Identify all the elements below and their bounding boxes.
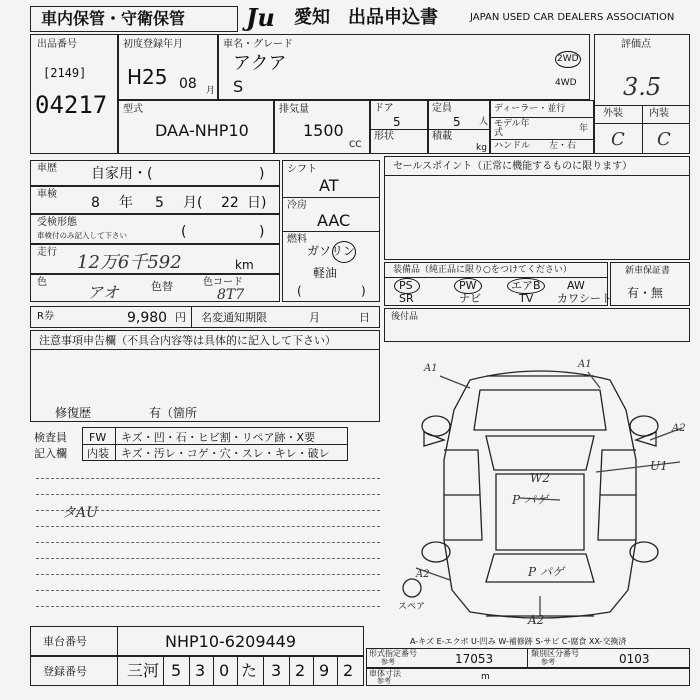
mileage-value: 12万6千592 [77, 252, 182, 273]
inspector-label-2: 記入欄 [34, 447, 67, 460]
wheel-front-right [630, 416, 658, 436]
color-code-label: 色コード [203, 277, 243, 288]
inspection-day: 22 [221, 195, 239, 211]
mark-rear-bumper: A2 [528, 613, 545, 627]
equip-sr: SR [399, 292, 414, 305]
length-label: 車体寸法 [369, 669, 401, 678]
inspector-row2-head: 内装 [87, 447, 109, 460]
inspection-month: 5 [155, 195, 164, 211]
plate-digit-6: 9 [319, 661, 330, 680]
color-value: アオ [87, 283, 119, 302]
inspector-handwritten-note: タAU [62, 505, 98, 521]
class-label: 類別区分番号 [531, 649, 579, 658]
registration-year: H25 [127, 65, 168, 89]
lot-number: 04217 [35, 91, 108, 119]
mileage-unit: km [235, 258, 254, 272]
class-value: 0103 [619, 652, 650, 666]
recycle-label: R券 [37, 311, 54, 322]
lot-label: 出品番号 [37, 39, 77, 50]
warranty-label: 新車保証書 [625, 266, 671, 276]
shift-label: シフト [287, 164, 317, 175]
registration-label: 初度登録年月 [123, 39, 183, 50]
mark-front-right: A1 [578, 359, 592, 370]
handle-label: ハンドル [494, 141, 531, 151]
notes-label: 注意事項申告欄（不具合内容等は具体的に記入して下さい） [39, 334, 336, 347]
model-year-label: モデル年式 [494, 119, 530, 139]
wheel-front-left [422, 416, 450, 436]
chassis-value: NHP10-6209449 [165, 632, 297, 651]
color-change-label: 色替 [151, 280, 173, 293]
history-label: 車歴 [37, 163, 57, 174]
size-row [366, 668, 690, 686]
roof-panel [496, 471, 584, 550]
association-name: JAPAN USED CAR DEALERS ASSOCIATION [470, 12, 675, 23]
exterior-value: C [611, 129, 625, 150]
type-sub: 参考 [381, 658, 395, 666]
plate-digit-5: 2 [295, 661, 306, 680]
warranty-value: 有・無 [627, 286, 664, 300]
mark-front-left: A1 [424, 363, 438, 374]
type-label: 形式指定番号 [369, 649, 417, 658]
chassis-label: 車台番号 [43, 635, 87, 648]
import-label: ディーラー・並行 [494, 104, 566, 114]
capacity-value: 5 [453, 115, 461, 129]
receipt-label: 受検形態 [37, 217, 77, 228]
plate-region: 三河 [127, 661, 160, 680]
shift-value: AT [319, 176, 339, 195]
car-grade: S [233, 77, 244, 96]
model-year-unit: 年 [579, 124, 589, 134]
fuel-gasoline: ガソリン [307, 244, 356, 258]
inspector-row1-items: キズ・凹・石・ヒビ割・リペア跡・X要 [121, 431, 316, 444]
weight-label: 積載 [432, 131, 452, 142]
plate-label: 登録番号 [43, 665, 87, 678]
history-value: 自家用・( [91, 166, 153, 182]
receipt-close: ) [259, 224, 265, 240]
plate-digit-3: 0 [219, 661, 230, 680]
damage-legend: A-キズ E-エクボ U-凹み W-補修跡 S-サビ C-腐食 XX-交換済 [410, 637, 627, 646]
hood-panel [474, 390, 606, 430]
doors-value: 5 [393, 115, 401, 129]
mark-rear-left: A2 [416, 569, 430, 580]
fuel-label: 燃料 [287, 234, 307, 245]
form-title: 出品申込書 [348, 7, 438, 28]
drive-4wd: 4WD [555, 78, 577, 88]
repair-suffix: 箇所 [173, 406, 198, 420]
equip-aw: AW [567, 279, 585, 292]
ju-logo: Ju [246, 3, 275, 32]
history-close: ) [259, 166, 265, 182]
mark-right-mirror: A2 [672, 423, 686, 434]
mark-rear-glass: P パゲ [528, 565, 564, 579]
equip-airbag: エアB [511, 279, 541, 292]
receipt-open: ( [181, 224, 187, 240]
plate-digit-7: 2 [343, 661, 354, 680]
equip-pw: PW [459, 279, 477, 292]
equipment-label: 装備品（純正品に限り○をつけてください） [393, 265, 572, 275]
repair-value: 有（ [149, 406, 174, 420]
displacement-value: 1500 [303, 121, 344, 140]
name-change-month: 月 [309, 311, 320, 324]
mileage-label: 走行 [37, 247, 57, 258]
mark-right-side: U1 [650, 459, 668, 473]
plate-kana: た [241, 661, 258, 680]
car-name: アクア [233, 53, 287, 74]
spare-label: スペア [398, 602, 426, 612]
capacity-label: 定員 [432, 103, 452, 114]
windshield-panel [486, 436, 594, 470]
lot-sub-number: [2149] [43, 66, 87, 80]
equip-leather-seat: カワシート [557, 292, 612, 305]
shape-label: 形状 [374, 131, 394, 142]
equip-ps: PS [399, 279, 413, 292]
name-change-label: 名変通知期限 [201, 311, 267, 324]
equip-navi: ナビ [459, 292, 481, 305]
car-name-label: 車名・グレード [223, 39, 293, 50]
displacement-unit: CC [349, 140, 362, 150]
drive-2wd-circled: 2WD [555, 51, 581, 68]
registration-month: 08 [179, 76, 197, 92]
mark-roof-1: W2 [530, 471, 550, 485]
chassis-row [30, 626, 364, 656]
aircon-value: AAC [317, 211, 351, 230]
class-sub: 参考 [541, 658, 555, 666]
recycle-unit: 円 [175, 311, 186, 324]
handle-value: 左・右 [549, 141, 577, 151]
exterior-label: 外装 [603, 108, 623, 119]
model-value: DAA-NHP10 [155, 121, 249, 140]
weight-unit: kg [476, 143, 487, 153]
model-label: 型式 [123, 104, 143, 115]
displacement-label: 排気量 [279, 104, 309, 115]
inspection-month-unit: 月( [183, 195, 203, 211]
mark-roof-2: P パゲ [512, 493, 548, 507]
plate-digit-4: 3 [271, 661, 282, 680]
sales-point-label: セールスポイント（正常に機能するものに限ります） [393, 161, 633, 172]
receipt-note: 車検付のみ記入して下さい [37, 231, 127, 240]
spec-row [366, 648, 690, 668]
fuel-open: ( [297, 284, 302, 298]
length-sub: 参考 [377, 677, 391, 685]
doors-label: ドア [374, 103, 394, 114]
length-unit: m [481, 672, 490, 682]
aftermarket-label: 後付品 [391, 312, 419, 322]
aircon-label: 冷房 [287, 200, 307, 211]
spare-tire-icon [403, 579, 421, 597]
inspection-year: 8 [91, 195, 100, 211]
plate-digit-2: 3 [195, 661, 206, 680]
inspection-day-unit: 日) [247, 195, 267, 211]
org-name: 愛知 [294, 7, 330, 28]
name-change-day: 日 [359, 311, 370, 324]
plate-row [30, 656, 364, 686]
registration-month-unit: 月 [206, 86, 216, 96]
rating-label: 評価点 [621, 39, 651, 50]
inspection-year-unit: 年 [119, 195, 133, 211]
inspection-label: 車検 [37, 189, 57, 200]
fuel-diesel: 軽油 [313, 266, 338, 280]
rating-value: 3.5 [623, 73, 662, 101]
color-label: 色 [37, 277, 47, 288]
capacity-unit: 人 [479, 117, 489, 127]
interior-value: C [657, 129, 671, 150]
interior-label: 内装 [649, 108, 669, 119]
inspector-row2-items: キズ・汚レ・コゲ・穴・スレ・キレ・破レ [121, 447, 330, 460]
inspector-label-1: 検査員 [34, 431, 67, 444]
color-code-value: 8T7 [217, 287, 245, 303]
repair-label: 修復歴 [55, 406, 92, 420]
equip-tv: TV [519, 292, 534, 305]
fuel-close: ) [361, 284, 366, 298]
inspector-row1-head: FW [89, 431, 107, 444]
storage-title: 車内保管・守衛保管 [41, 9, 186, 28]
recycle-value: 9,980 [127, 310, 168, 326]
type-value: 17053 [455, 652, 494, 666]
plate-digit-1: 5 [171, 661, 182, 680]
